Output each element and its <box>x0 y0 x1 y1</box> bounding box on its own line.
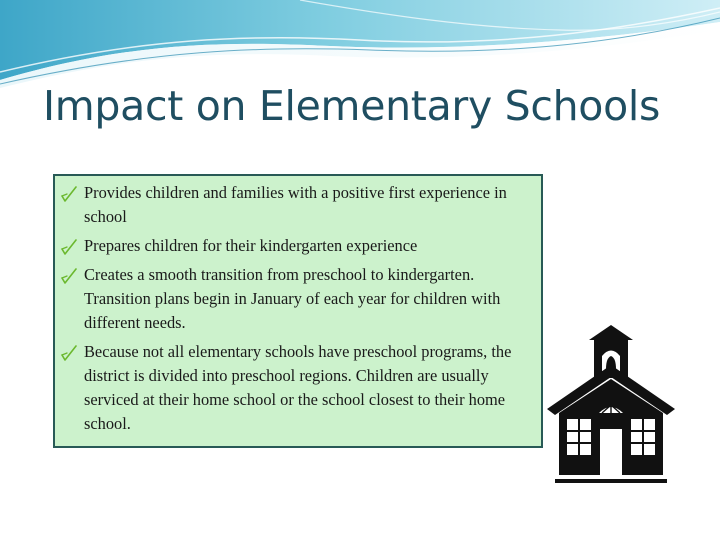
pencil-check-icon <box>61 239 77 255</box>
bullet-item <box>61 181 533 229</box>
bullet-item <box>61 340 533 436</box>
pencil-check-icon <box>61 268 77 284</box>
slide-title: Impact on Elementary Schools <box>43 82 661 130</box>
bullet-item <box>61 234 533 258</box>
pencil-check-icon <box>61 345 77 361</box>
bullet-text: Prepares children for their kindergarten experience <box>84 236 418 255</box>
bullet-text: Provides children and families with a positive first experience in school <box>84 183 507 226</box>
bullet-box <box>53 174 543 448</box>
schoolhouse-icon <box>545 323 677 489</box>
pencil-check-icon <box>61 186 77 202</box>
bullet-text: Because not all elementary schools have preschool programs, the district is divided into preschool regions. Children are usually serviced at their home school or the school closest to their home school. <box>84 342 512 433</box>
bullet-item <box>61 263 533 335</box>
header-wave-decoration <box>0 0 720 90</box>
bullet-text: Creates a smooth transition from preschool to kindergarten. Transition plans begin in January of each year for children with different needs. <box>84 265 501 332</box>
bullet-list <box>61 181 533 436</box>
